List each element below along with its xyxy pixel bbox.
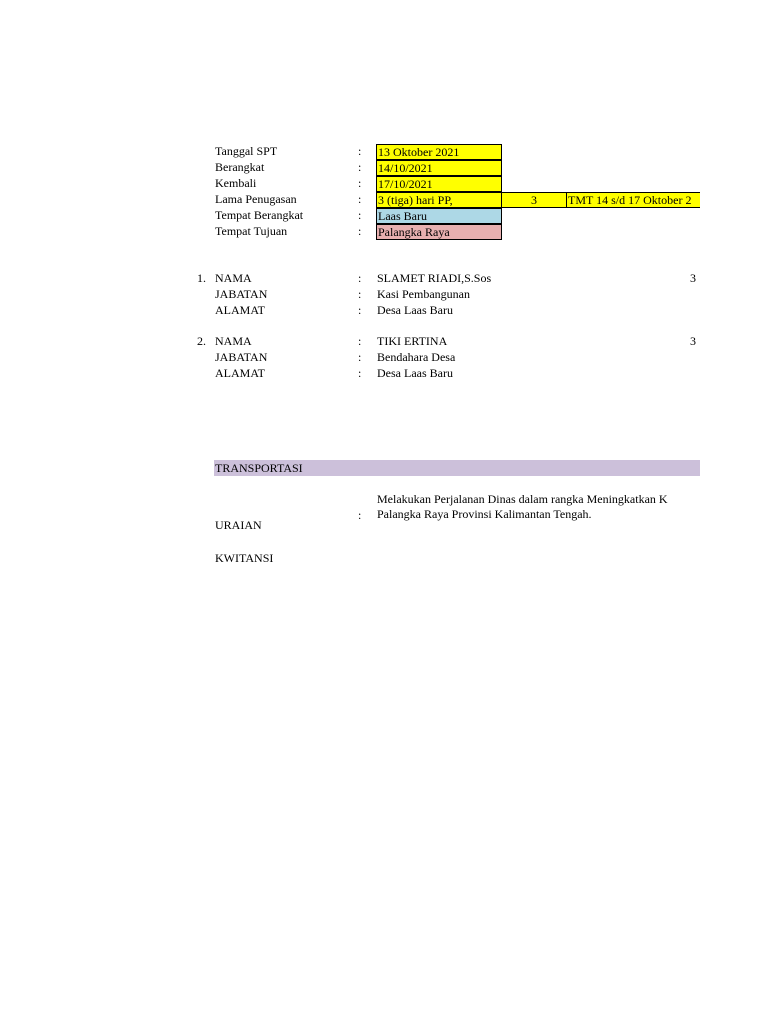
tempat-tujuan-cell[interactable]: Palangka Raya [376,224,502,240]
person-2-right-number[interactable]: 3 [690,334,696,348]
tempat-berangkat-cell[interactable]: Laas Baru [376,208,502,224]
colon: : [358,144,362,158]
berangkat-cell[interactable]: 14/10/2021 [376,160,502,176]
colon: : [358,176,362,190]
person-1-label-jabatan: JABATAN [215,287,268,301]
person-2-alamat[interactable]: Desa Laas Baru [377,366,453,380]
person-1-label-nama: NAMA [215,271,252,285]
label-tempat-tujuan: Tempat Tujuan [215,224,288,238]
person-1-jabatan[interactable]: Kasi Pembangunan [377,287,470,301]
person-2-label-alamat: ALAMAT [215,366,265,380]
person-1-nama[interactable]: SLAMET RIADI,S.Sos [377,271,492,285]
person-1-right-number[interactable]: 3 [690,271,696,285]
lama-penugasan-number-cell[interactable]: 3 [501,192,567,208]
uraian-line-1[interactable]: Melakukan Perjalanan Dinas dalam rangka Meningkatkan K [377,492,668,506]
label-berangkat: Berangkat [215,160,265,174]
person-2-nama[interactable]: TIKI ERTINA [377,334,448,348]
kwitansi-label: KWITANSI [215,551,274,565]
uraian-line-2[interactable]: Palangka Raya Provinsi Kalimantan Tengah. [377,507,592,521]
colon: : [358,160,362,174]
transportasi-label: TRANSPORTASI [215,461,303,475]
tmt-cell[interactable]: TMT 14 s/d 17 Oktober 2 [566,192,700,208]
label-tempat-berangkat: Tempat Berangkat [215,208,304,222]
label-tanggal-spt: Tanggal SPT [215,144,278,158]
person-2-label-jabatan: JABATAN [215,350,268,364]
colon: : [358,287,362,301]
person-2-jabatan[interactable]: Bendahara Desa [377,350,456,364]
colon: : [358,208,362,222]
kembali-cell[interactable]: 17/10/2021 [376,176,502,192]
colon: : [358,334,362,348]
person-1-alamat[interactable]: Desa Laas Baru [377,303,453,317]
colon: : [358,224,362,238]
colon: : [358,366,362,380]
uraian-label: URAIAN [215,518,262,532]
colon: : [358,350,362,364]
person-1-number: 1. [197,271,206,285]
colon: : [358,192,362,206]
person-2-number: 2. [197,334,206,348]
colon: : [358,303,362,317]
tanggal-spt-cell[interactable]: 13 Oktober 2021 [376,144,502,160]
label-lama-penugasan: Lama Penugasan [215,192,297,206]
colon: : [358,271,362,285]
person-2-label-nama: NAMA [215,334,252,348]
person-1-label-alamat: ALAMAT [215,303,265,317]
colon: : [358,508,362,522]
label-kembali: Kembali [215,176,257,190]
lama-penugasan-cell[interactable]: 3 (tiga) hari PP, [376,192,502,208]
